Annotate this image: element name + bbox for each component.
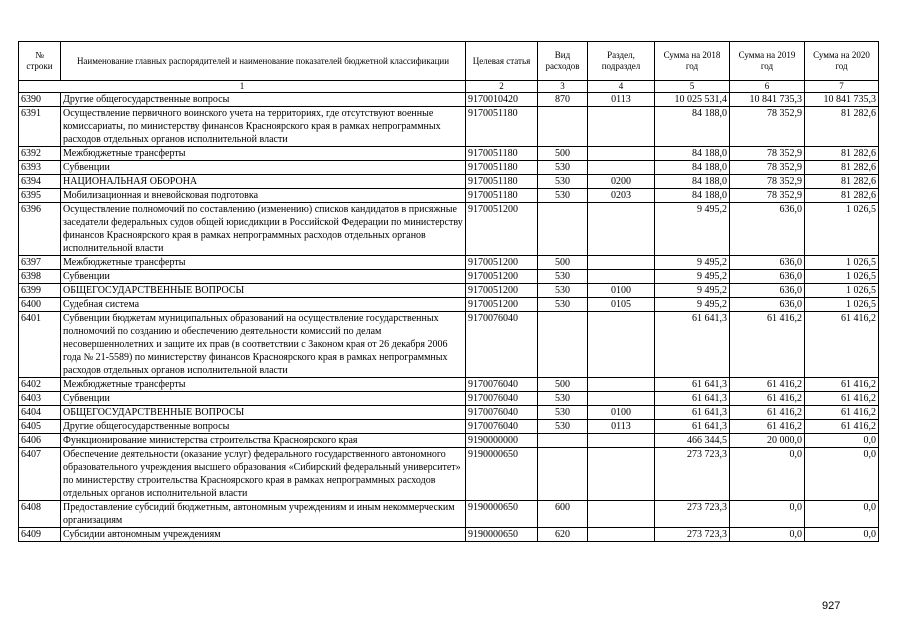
column-number: 5 xyxy=(655,81,730,93)
row-name: Судебная система xyxy=(61,298,466,312)
target-article: 9170010420 xyxy=(466,93,538,107)
table-body xyxy=(19,93,879,542)
sum-2020: 61 416,2 xyxy=(805,406,879,420)
sum-2019: 0,0 xyxy=(730,448,805,501)
sum-2018: 10 025 531,4 xyxy=(655,93,730,107)
sum-2020: 1 026,5 xyxy=(805,270,879,284)
sum-2018: 466 344,5 xyxy=(655,434,730,448)
sum-2020: 81 282,6 xyxy=(805,147,879,161)
sum-2019: 0,0 xyxy=(730,528,805,542)
header-name: Наименование главных распорядителей и наименование показателей бюджетной классификации xyxy=(61,42,466,81)
section-code: 0200 xyxy=(588,175,655,189)
target-article: 9190000650 xyxy=(466,528,538,542)
target-article: 9190000650 xyxy=(466,501,538,528)
sum-2018: 61 641,3 xyxy=(655,392,730,406)
target-article: 9170051180 xyxy=(466,189,538,203)
table-row xyxy=(19,434,879,448)
expense-type: 530 xyxy=(538,161,588,175)
target-article: 9190000650 xyxy=(466,448,538,501)
table-row xyxy=(19,256,879,270)
expense-type: 600 xyxy=(538,501,588,528)
column-number: 2 xyxy=(466,81,538,93)
sum-2020: 81 282,6 xyxy=(805,175,879,189)
sum-2019: 20 000,0 xyxy=(730,434,805,448)
expense-type xyxy=(538,448,588,501)
sum-2018: 61 641,3 xyxy=(655,406,730,420)
row-number: 6409 xyxy=(19,528,61,542)
sum-2018: 273 723,3 xyxy=(655,528,730,542)
sum-2019: 78 352,9 xyxy=(730,189,805,203)
table-row xyxy=(19,175,879,189)
section-code xyxy=(588,147,655,161)
table-row xyxy=(19,501,879,528)
header-sum-2018: Сумма на 2018 год xyxy=(655,42,730,81)
sum-2020: 81 282,6 xyxy=(805,107,879,147)
sum-2019: 636,0 xyxy=(730,270,805,284)
row-name: Другие общегосударственные вопросы xyxy=(61,420,466,434)
expense-type: 530 xyxy=(538,420,588,434)
table-row xyxy=(19,406,879,420)
target-article: 9170051180 xyxy=(466,107,538,147)
row-number: 6408 xyxy=(19,501,61,528)
expense-type xyxy=(538,434,588,448)
row-name: ОБЩЕГОСУДАРСТВЕННЫЕ ВОПРОСЫ xyxy=(61,406,466,420)
table-row xyxy=(19,378,879,392)
target-article: 9170076040 xyxy=(466,406,538,420)
expense-type xyxy=(538,312,588,378)
row-number: 6403 xyxy=(19,392,61,406)
column-number: 6 xyxy=(730,81,805,93)
header-sum-2020: Сумма на 2020 год xyxy=(805,42,879,81)
header-row-number: № строки xyxy=(19,42,61,81)
expense-type: 500 xyxy=(538,147,588,161)
table-row xyxy=(19,107,879,147)
table-row xyxy=(19,312,879,378)
row-name: Субвенции xyxy=(61,161,466,175)
sum-2018: 273 723,3 xyxy=(655,501,730,528)
row-number: 6395 xyxy=(19,189,61,203)
sum-2019: 78 352,9 xyxy=(730,107,805,147)
row-number: 6391 xyxy=(19,107,61,147)
expense-type xyxy=(538,107,588,147)
column-number-row xyxy=(19,81,879,93)
header-target-article: Целевая статья xyxy=(466,42,538,81)
sum-2019: 636,0 xyxy=(730,298,805,312)
row-name: Предоставление субсидий бюджетным, автономным учреждениям и иным некоммерческим организациям xyxy=(61,501,466,528)
sum-2019: 0,0 xyxy=(730,501,805,528)
header-row xyxy=(19,42,879,81)
target-article: 9170076040 xyxy=(466,420,538,434)
sum-2019: 78 352,9 xyxy=(730,175,805,189)
section-code xyxy=(588,501,655,528)
sum-2019: 61 416,2 xyxy=(730,312,805,378)
sum-2020: 61 416,2 xyxy=(805,420,879,434)
expense-type: 530 xyxy=(538,298,588,312)
row-name: Осуществление первичного воинского учета на территориях, где отсутствуют военные комиссариаты, по министерству финансов Красноярского края в рамках непрограммных расходов отдельных органов исполнительной власти xyxy=(61,107,466,147)
target-article: 9170076040 xyxy=(466,378,538,392)
header-section: Раздел, подраздел xyxy=(588,42,655,81)
sum-2019: 78 352,9 xyxy=(730,147,805,161)
row-name: Субсидии автономным учреждениям xyxy=(61,528,466,542)
table-row xyxy=(19,284,879,298)
expense-type: 500 xyxy=(538,256,588,270)
column-number: 1 xyxy=(19,81,466,93)
sum-2018: 61 641,3 xyxy=(655,378,730,392)
table-row xyxy=(19,161,879,175)
sum-2020: 61 416,2 xyxy=(805,378,879,392)
sum-2020: 1 026,5 xyxy=(805,203,879,256)
section-code xyxy=(588,392,655,406)
table-row xyxy=(19,528,879,542)
row-name: Другие общегосударственные вопросы xyxy=(61,93,466,107)
row-number: 6396 xyxy=(19,203,61,256)
sum-2020: 0,0 xyxy=(805,448,879,501)
target-article: 9170051200 xyxy=(466,298,538,312)
sum-2020: 10 841 735,3 xyxy=(805,93,879,107)
sum-2018: 9 495,2 xyxy=(655,298,730,312)
sum-2020: 1 026,5 xyxy=(805,284,879,298)
row-number: 6397 xyxy=(19,256,61,270)
row-number: 6406 xyxy=(19,434,61,448)
sum-2019: 61 416,2 xyxy=(730,420,805,434)
section-code: 0113 xyxy=(588,93,655,107)
sum-2018: 9 495,2 xyxy=(655,284,730,298)
section-code xyxy=(588,270,655,284)
row-name: Субвенции xyxy=(61,270,466,284)
sum-2020: 81 282,6 xyxy=(805,189,879,203)
row-name: ОБЩЕГОСУДАРСТВЕННЫЕ ВОПРОСЫ xyxy=(61,284,466,298)
table-row xyxy=(19,298,879,312)
section-code xyxy=(588,107,655,147)
section-code xyxy=(588,378,655,392)
section-code xyxy=(588,528,655,542)
table-row xyxy=(19,93,879,107)
row-number: 6400 xyxy=(19,298,61,312)
sum-2020: 0,0 xyxy=(805,501,879,528)
expense-type: 530 xyxy=(538,270,588,284)
expense-type: 620 xyxy=(538,528,588,542)
section-code: 0113 xyxy=(588,420,655,434)
row-number: 6404 xyxy=(19,406,61,420)
expense-type: 530 xyxy=(538,175,588,189)
target-article: 9170051180 xyxy=(466,175,538,189)
row-name: Межбюджетные трансферты xyxy=(61,378,466,392)
sum-2019: 61 416,2 xyxy=(730,378,805,392)
sum-2020: 81 282,6 xyxy=(805,161,879,175)
table-row xyxy=(19,392,879,406)
column-number: 4 xyxy=(588,81,655,93)
section-code xyxy=(588,203,655,256)
sum-2020: 1 026,5 xyxy=(805,256,879,270)
sum-2019: 636,0 xyxy=(730,284,805,298)
table-header xyxy=(19,42,879,93)
sum-2018: 61 641,3 xyxy=(655,420,730,434)
row-number: 6394 xyxy=(19,175,61,189)
target-article: 9170051180 xyxy=(466,147,538,161)
row-name: Субвенции xyxy=(61,392,466,406)
expense-type: 870 xyxy=(538,93,588,107)
expense-type: 530 xyxy=(538,284,588,298)
row-number: 6407 xyxy=(19,448,61,501)
expense-type: 530 xyxy=(538,189,588,203)
sum-2018: 9 495,2 xyxy=(655,256,730,270)
row-number: 6390 xyxy=(19,93,61,107)
sum-2020: 61 416,2 xyxy=(805,312,879,378)
row-name: Субвенции бюджетам муниципальных образований на осуществление государственных полномочий по созданию и обеспечению деятельности комиссий по делам несовершеннолетних и защите их прав (в соответствии с Законом края от 26 декабря 2006 года № 21-5589) по министерству финансов Красноярского края в рамках непрограммных расходов отдельных органов исполнительной власти xyxy=(61,312,466,378)
section-code: 0105 xyxy=(588,298,655,312)
sum-2018: 84 188,0 xyxy=(655,147,730,161)
target-article: 9170051200 xyxy=(466,203,538,256)
sum-2019: 61 416,2 xyxy=(730,406,805,420)
sum-2020: 0,0 xyxy=(805,528,879,542)
sum-2020: 1 026,5 xyxy=(805,298,879,312)
sum-2018: 61 641,3 xyxy=(655,312,730,378)
row-number: 6399 xyxy=(19,284,61,298)
row-number: 6393 xyxy=(19,161,61,175)
row-name: Обеспечение деятельности (оказание услуг) федерального государственного автономного образовательного учреждения высшего образования «Сибирский федеральный университет» по министерству строительства Красноярского края в рамках непрограммных расходов отдельных органов исполнительной власти xyxy=(61,448,466,501)
target-article: 9170051200 xyxy=(466,256,538,270)
section-code xyxy=(588,434,655,448)
header-sum-2019: Сумма на 2019 год xyxy=(730,42,805,81)
expense-type: 530 xyxy=(538,406,588,420)
section-code: 0100 xyxy=(588,406,655,420)
table-row xyxy=(19,420,879,434)
section-code xyxy=(588,161,655,175)
expense-type: 500 xyxy=(538,378,588,392)
target-article: 9190000000 xyxy=(466,434,538,448)
sum-2018: 84 188,0 xyxy=(655,175,730,189)
sum-2018: 84 188,0 xyxy=(655,107,730,147)
page-number: 927 xyxy=(822,600,841,612)
sum-2020: 61 416,2 xyxy=(805,392,879,406)
expense-type xyxy=(538,203,588,256)
sum-2019: 636,0 xyxy=(730,203,805,256)
sum-2018: 84 188,0 xyxy=(655,161,730,175)
sum-2019: 10 841 735,3 xyxy=(730,93,805,107)
row-name: Функционирование министерства строительства Красноярского края xyxy=(61,434,466,448)
target-article: 9170051200 xyxy=(466,270,538,284)
table-row xyxy=(19,203,879,256)
target-article: 9170076040 xyxy=(466,392,538,406)
row-number: 6405 xyxy=(19,420,61,434)
sum-2020: 0,0 xyxy=(805,434,879,448)
table-row xyxy=(19,147,879,161)
row-number: 6392 xyxy=(19,147,61,161)
row-name: НАЦИОНАЛЬНАЯ ОБОРОНА xyxy=(61,175,466,189)
table-row xyxy=(19,189,879,203)
sum-2018: 84 188,0 xyxy=(655,189,730,203)
section-code: 0100 xyxy=(588,284,655,298)
sum-2018: 273 723,3 xyxy=(655,448,730,501)
sum-2018: 9 495,2 xyxy=(655,203,730,256)
budget-table xyxy=(18,41,879,542)
table-row xyxy=(19,270,879,284)
section-code xyxy=(588,448,655,501)
section-code xyxy=(588,312,655,378)
target-article: 9170076040 xyxy=(466,312,538,378)
sum-2019: 78 352,9 xyxy=(730,161,805,175)
column-number: 7 xyxy=(805,81,879,93)
target-article: 9170051180 xyxy=(466,161,538,175)
row-name: Осуществление полномочий по составлению (изменению) списков кандидатов в присяжные заседатели федеральных судов общей юрисдикции в Российской Федерации по министерству финансов Красноярского края в рамках непрограммных расходов отдельных органов исполнительной власти xyxy=(61,203,466,256)
sum-2019: 636,0 xyxy=(730,256,805,270)
row-number: 6398 xyxy=(19,270,61,284)
section-code xyxy=(588,256,655,270)
row-name: Межбюджетные трансферты xyxy=(61,256,466,270)
column-number: 3 xyxy=(538,81,588,93)
expense-type: 530 xyxy=(538,392,588,406)
sum-2019: 61 416,2 xyxy=(730,392,805,406)
row-name: Мобилизационная и вневойсковая подготовка xyxy=(61,189,466,203)
table-row xyxy=(19,448,879,501)
sum-2018: 9 495,2 xyxy=(655,270,730,284)
section-code: 0203 xyxy=(588,189,655,203)
target-article: 9170051200 xyxy=(466,284,538,298)
row-number: 6401 xyxy=(19,312,61,378)
row-number: 6402 xyxy=(19,378,61,392)
header-expense-type: Вид расходов xyxy=(538,42,588,81)
row-name: Межбюджетные трансферты xyxy=(61,147,466,161)
